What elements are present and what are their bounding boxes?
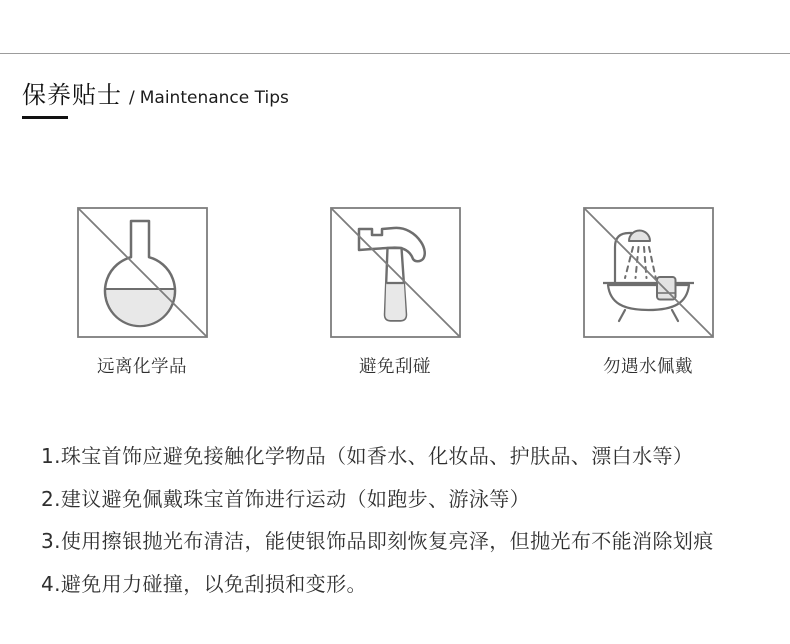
no-water-shower-bath-icon — [583, 207, 714, 338]
tip-line-1: 1.珠宝首饰应避免接触化学物品（如香水、化妆品、护肤品、漂白水等） — [41, 444, 694, 468]
care-label-no-knocks: 避免刮碰 — [359, 357, 431, 377]
no-chemicals-flask-icon — [77, 207, 208, 338]
title-separator: / — [129, 88, 135, 108]
care-item-no-chemicals — [77, 207, 208, 378]
care-icons-row — [0, 207, 790, 378]
section-header — [22, 75, 790, 119]
section-title-zh: 保养贴士 — [22, 81, 122, 109]
care-label-no-water: 勿遇水佩戴 — [603, 357, 693, 377]
care-item-no-water — [583, 207, 714, 378]
section-title-en: Maintenance Tips — [139, 88, 289, 108]
top-divider-rule — [0, 53, 790, 54]
care-label-no-chemicals: 远离化学品 — [97, 357, 187, 377]
tip-line-3: 3.使用擦银抛光布清洁，能使银饰品即刻恢复亮泽，但抛光布不能消除划痕 — [41, 529, 714, 553]
tip-line-2: 2.建议避免佩戴珠宝首饰进行运动（如跑步、游泳等） — [41, 486, 531, 511]
tip-line-4: 4.避免用力碰撞，以免刮损和变形。 — [41, 571, 367, 596]
care-item-no-knocks — [330, 207, 461, 378]
no-knock-hammer-icon — [330, 207, 461, 338]
title-underline — [22, 116, 68, 119]
maintenance-tips-list — [41, 446, 760, 594]
